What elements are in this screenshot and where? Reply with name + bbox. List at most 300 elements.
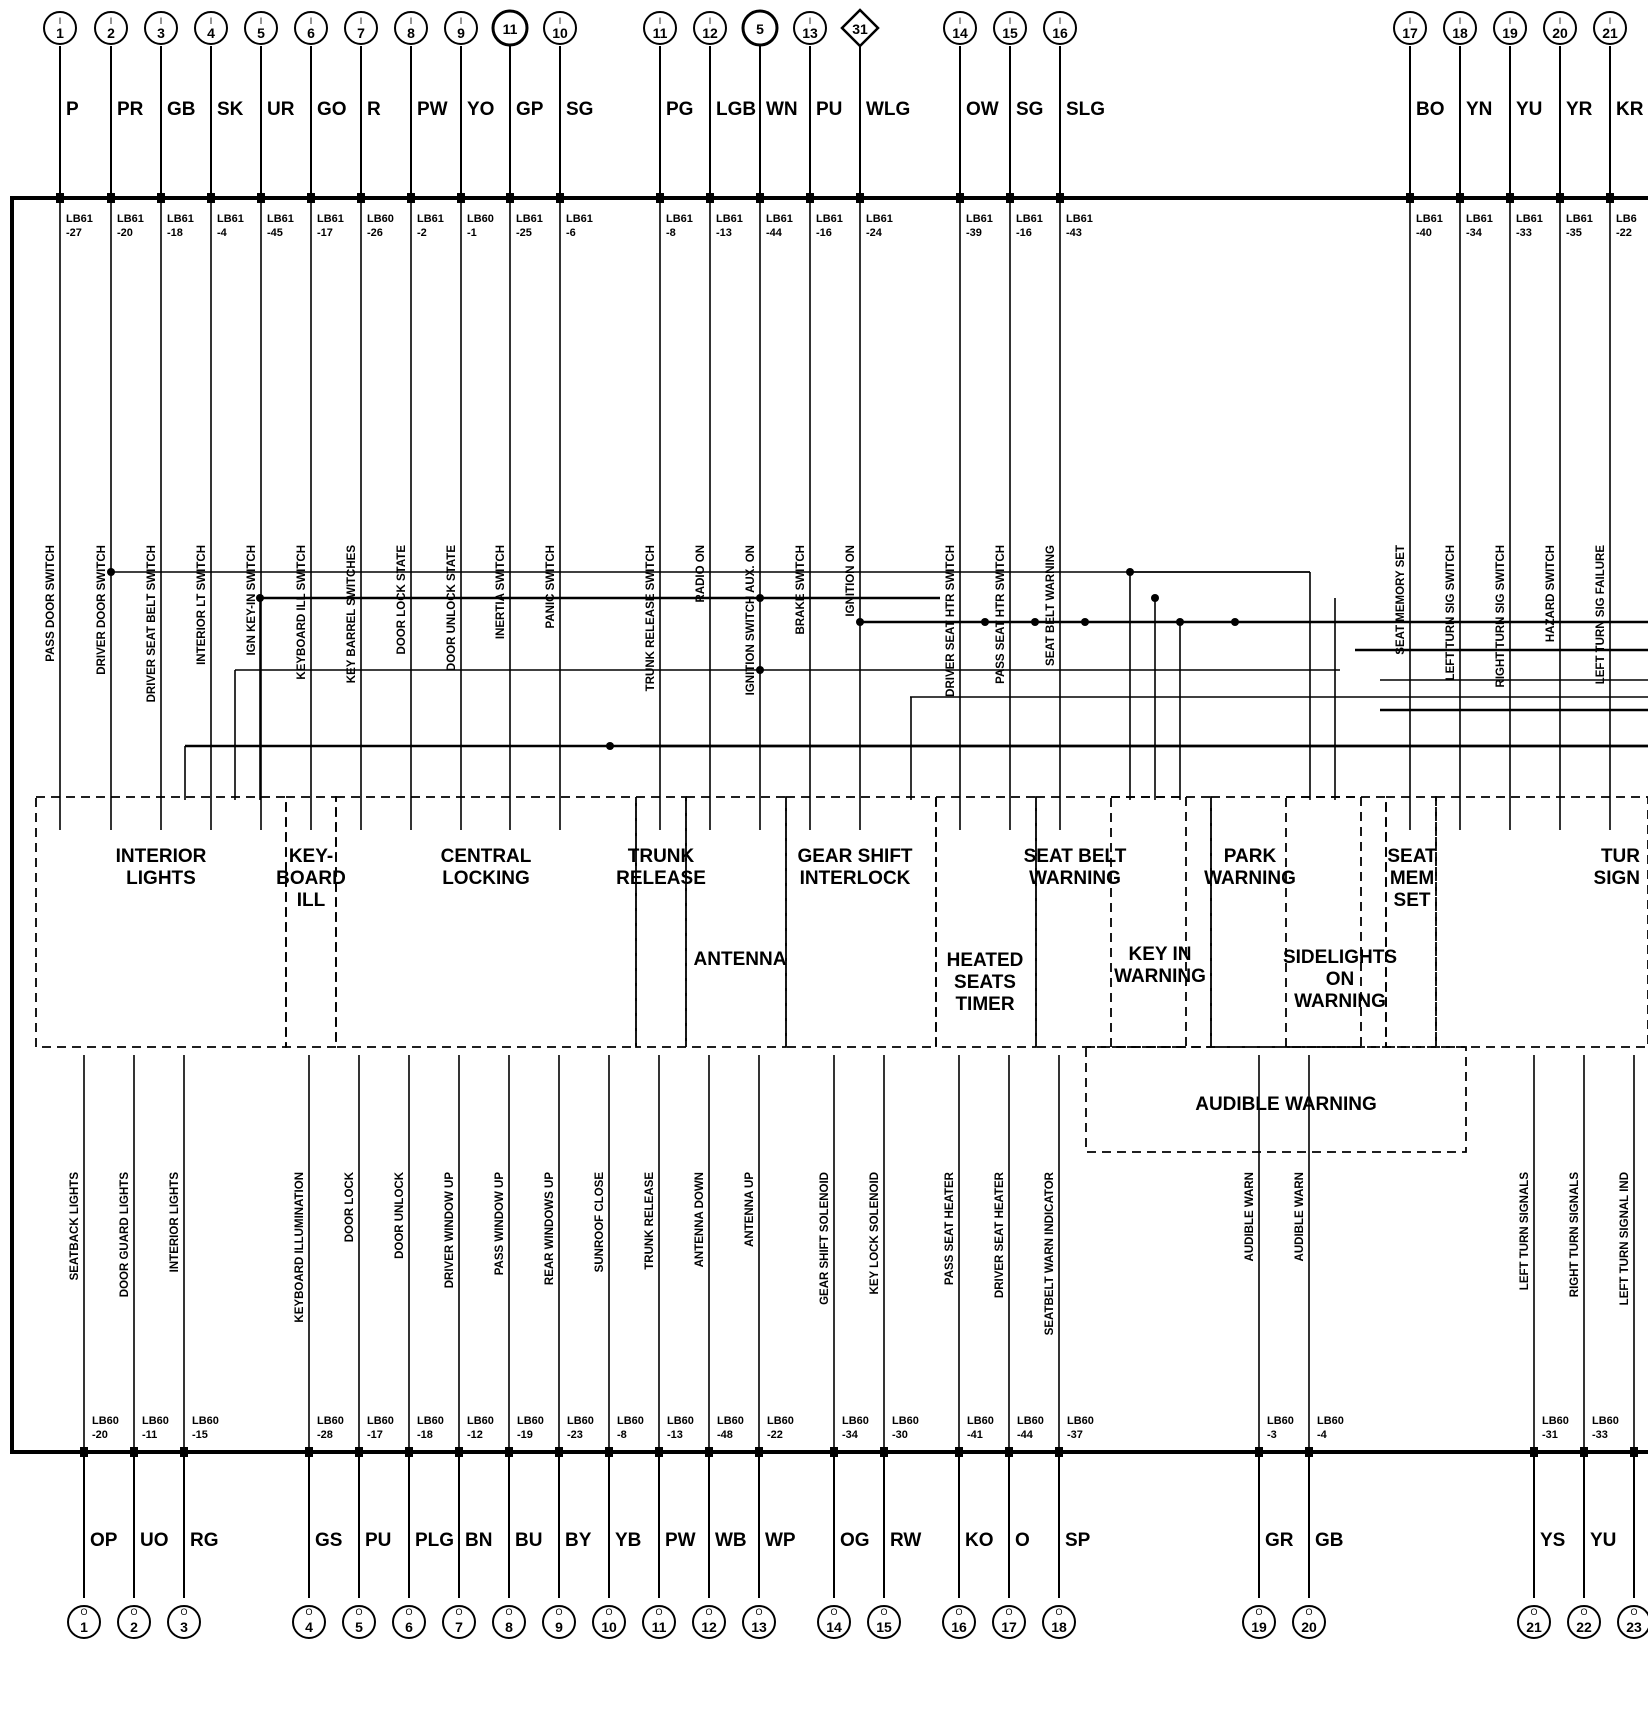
terminal-i-glyph: I [1508,16,1512,26]
module-border [1436,797,1648,1047]
pin-number: -18 [167,227,183,239]
pin-number: -13 [667,1429,683,1441]
pin-number: -16 [816,227,832,239]
signal-label: DOOR LOCK [344,1172,356,1243]
pin-connector: LB60 [1317,1415,1344,1427]
wire-color-code: WB [715,1530,747,1551]
module-seat-mem-set [1386,797,1437,1047]
pin-number: -1 [467,227,477,239]
pin-number: -20 [117,227,133,239]
terminal-number: 13 [802,25,818,41]
terminal-number: 18 [1452,25,1468,41]
pin-number: -31 [1542,1429,1558,1441]
input-channel [1544,12,1593,830]
splice-icon [1151,594,1159,602]
pin-connector: LB61 [167,213,194,225]
output-channel [118,1055,169,1638]
pin-number: -23 [567,1429,583,1441]
terminal-i-glyph: I [58,16,62,26]
wire-color-code: YR [1566,99,1593,120]
signal-label: PASS SEAT HTR SWITCH [995,545,1007,684]
module-border [286,797,336,1047]
function-modules [36,797,1648,1152]
module-heated-seats-timer [936,797,1036,1047]
output-channel [393,1055,454,1638]
signal-label: SEATBELT WARN INDICATOR [1044,1172,1056,1336]
output-channel [543,1055,594,1638]
terminal-number: 8 [505,1619,513,1635]
signal-label: BRAKE SWITCH [795,545,807,635]
pin-number: -34 [1466,227,1482,239]
terminal-number: 9 [555,1619,563,1635]
signal-label: TRUNK RELEASE SWITCH [645,545,657,692]
output-channel [693,1055,747,1638]
input-channel [644,12,693,830]
wire-color-code: BU [515,1530,543,1551]
pin-number: -6 [566,227,576,239]
signal-label: IGNITION ON [845,545,857,617]
pin-connector: LB61 [666,213,693,225]
terminal-number: 9 [457,25,465,41]
module-border [1386,797,1436,1047]
terminal-i-glyph: I [159,16,163,26]
terminal-number: 3 [180,1619,188,1635]
module-label: GEAR SHIFT [797,846,913,867]
pin-connector: LB61 [1566,213,1593,225]
terminal-number: 16 [951,1619,967,1635]
wire-color-code: YS [1540,1530,1566,1551]
pin-number: -43 [1066,227,1082,239]
module-label: TIMER [955,994,1015,1015]
terminal-i-glyph: I [1408,16,1412,26]
input-channel [794,12,843,830]
signal-label: KEY LOCK SOLENOID [869,1172,881,1295]
pin-connector: LB61 [1416,213,1443,225]
wire-color-code: GP [516,99,544,120]
terminal-o-glyph: O [1305,1607,1313,1617]
terminal-number: 7 [357,25,365,41]
pin-number: -33 [1516,227,1532,239]
terminal-number: 12 [702,25,718,41]
pin-number: -3 [1267,1429,1277,1441]
pin-number: -16 [1016,227,1032,239]
terminal-o-glyph: O [555,1607,563,1617]
pin-connector: LB60 [142,1415,169,1427]
module-antenna [686,797,787,1047]
terminal-o-glyph: O [955,1607,963,1617]
signal-label: AUDIBLE WARN [1294,1172,1306,1262]
signal-label: IGN KEY-IN SWITCH [246,545,258,656]
output-channel [593,1055,644,1638]
signal-label: RIGHT TURN SIGNALS [1569,1172,1581,1298]
wire-color-code: BO [1416,99,1445,120]
pin-connector: LB6 [1616,213,1637,225]
pin-number: -22 [1616,227,1632,239]
input-channel [493,11,544,830]
pin-number: -15 [192,1429,208,1441]
module-label: INTERIOR [115,846,207,867]
output-channel [818,1055,870,1638]
terminal-i-glyph: I [259,16,263,26]
splice-icon [1081,618,1089,626]
input-channel [1044,12,1105,830]
terminal-o-glyph: O [305,1607,313,1617]
terminal-o-glyph: O [355,1607,363,1617]
pin-number: -33 [1592,1429,1608,1441]
output-channel [1293,1055,1344,1638]
pin-number: -26 [367,227,383,239]
terminal-i-glyph: I [1458,16,1462,26]
wire-color-code: SP [1065,1530,1091,1551]
terminal-number: 23 [1626,1619,1642,1635]
module-label: TUR [1600,846,1640,867]
wire-color-code: SG [1016,99,1044,120]
pin-number: -44 [766,227,782,239]
terminal-number: 6 [307,25,315,41]
module-label: TRUNK [627,846,695,867]
output-channel [643,1055,696,1638]
pin-connector: LB61 [716,213,743,225]
pin-connector: LB61 [866,213,893,225]
wire-color-code: BN [465,1530,493,1551]
module-sidelights-on-warning [1283,797,1397,1047]
terminal-number: 31 [852,21,868,37]
input-channel [145,12,196,830]
pin-number: -48 [717,1429,733,1441]
wire-color-code: YU [1590,1530,1617,1551]
input-channel [95,12,144,830]
wire-color-code: O [1015,1530,1030,1551]
signal-label: SEAT MEMORY SET [1395,545,1407,655]
terminal-number: 10 [601,1619,617,1635]
terminal-o-glyph: O [1580,1607,1588,1617]
wire-color-code: R [367,99,381,120]
splice-icon [606,742,614,750]
splice-icon [1231,618,1239,626]
terminal-o-glyph: O [180,1607,188,1617]
terminal-number: 11 [502,21,518,37]
pin-number: -45 [267,227,283,239]
output-channel [743,1055,796,1638]
pin-connector: LB61 [66,213,93,225]
pin-connector: LB61 [766,213,793,225]
output-channel [1568,1055,1619,1638]
module-label: WARNING [1114,966,1206,987]
module-label: SIGN [1593,868,1640,889]
signal-label: ANTENNA DOWN [694,1172,706,1268]
terminal-i-glyph: I [958,16,962,26]
module-trunk-release [616,797,706,1047]
pin-number: -30 [892,1429,908,1441]
signal-label: SEAT BELT WARNING [1045,545,1057,666]
terminal-i-glyph: I [1008,16,1012,26]
module-central-locking [336,797,636,1047]
pin-connector: LB61 [317,213,344,225]
signal-label: DRIVER SEAT HEATER [994,1172,1006,1299]
terminal-number: 10 [552,25,568,41]
signal-label: INERTIA SWITCH [495,545,507,640]
wire-color-code: YO [467,99,495,120]
input-channel [994,12,1043,830]
wire-color-code: KO [965,1530,994,1551]
wire-color-code: BY [565,1530,592,1551]
pin-connector: LB60 [667,1415,694,1427]
input-channel [44,12,93,830]
wire-color-code: WLG [866,99,911,120]
pin-connector: LB60 [192,1415,219,1427]
splice-icon [1176,618,1184,626]
pin-number: -44 [1017,1429,1033,1441]
pin-connector: LB60 [367,213,394,225]
terminal-number: 19 [1502,25,1518,41]
terminal-i-glyph: I [109,16,113,26]
pin-number: -4 [1317,1429,1327,1441]
module-label: MEM [1389,868,1435,889]
module-label: BOARD [276,868,346,889]
pin-number: -39 [966,227,982,239]
pin-connector: LB61 [816,213,843,225]
pin-number: -40 [1416,227,1432,239]
wire-color-code: OP [90,1530,118,1551]
module-border [36,797,286,1047]
pin-number: -19 [517,1429,533,1441]
signal-label: PASS SEAT HEATER [944,1172,956,1286]
input-channel [1444,12,1493,830]
signal-label: DOOR UNLOCK [394,1172,406,1259]
signal-label: LEFT TURN SIGNAL IND [1619,1172,1631,1306]
module-audible-warning [1086,1047,1466,1152]
wire-color-code: PW [417,99,448,120]
module-label: LIGHTS [126,868,196,889]
terminal-number: 1 [56,25,64,41]
pin-number: -8 [666,227,676,239]
input-channel [395,12,448,830]
signal-label: KEYBOARD ILL SWITCH [296,545,308,680]
splice-icon [981,618,989,626]
module-label: KEY IN [1128,944,1192,965]
wire-color-code: YN [1466,99,1493,120]
terminal-number: 5 [355,1619,363,1635]
wire-color-code: SK [217,99,244,120]
input-channel [944,12,999,830]
terminal-number: 11 [652,25,668,41]
output-channel [1243,1055,1294,1638]
module-label: SEAT BELT [1023,846,1127,867]
terminal-number: 14 [952,25,968,41]
pin-number: -11 [142,1429,158,1441]
pin-connector: LB60 [1067,1415,1094,1427]
module-label: INTERLOCK [799,868,911,889]
splice-icon [1126,568,1134,576]
input-channel [195,12,244,830]
module-key-in-warning [1111,797,1211,1047]
signal-label: KEY BARREL SWITCHES [346,545,358,684]
wire-color-code: PG [666,99,694,120]
signal-label: IGNITION SWITCH AUX. ON [745,545,757,696]
output-channel [1518,1055,1569,1638]
module-label: WARNING [1204,868,1296,889]
input-channel [544,12,593,830]
wire-color-code: UO [140,1530,169,1551]
terminal-number: 18 [1051,1619,1067,1635]
terminal-number: 20 [1301,1619,1317,1635]
terminal-o-glyph: O [880,1607,888,1617]
terminal-number: 6 [405,1619,413,1635]
terminal-o-glyph: O [605,1607,613,1617]
wire-color-code: WP [765,1530,796,1551]
input-channel [842,10,910,830]
terminal-number: 2 [107,25,115,41]
pin-number: -41 [967,1429,983,1441]
pin-number: -18 [417,1429,433,1441]
module-label: ILL [296,890,326,911]
terminal-i-glyph: I [1608,16,1612,26]
terminal-number: 2 [130,1619,138,1635]
input-channel [1394,12,1445,830]
wire-color-code: PU [816,99,843,120]
wire-color-code: SG [566,99,594,120]
pin-connector: LB61 [516,213,543,225]
module-label: HEATED [946,950,1024,971]
signal-label: LEFT TURN SIGNALS [1519,1172,1531,1291]
terminal-i-glyph: I [1558,16,1562,26]
terminal-number: 15 [876,1619,892,1635]
module-label: KEY- [288,846,334,867]
terminal-o-glyph: O [405,1607,413,1617]
terminal-number: 4 [305,1619,313,1635]
input-channel [1494,12,1543,830]
wire-color-code: KR [1616,99,1644,120]
pin-connector: LB60 [517,1415,544,1427]
output-channel [168,1055,219,1638]
pin-connector: LB61 [1466,213,1493,225]
terminal-number: 5 [257,25,265,41]
signal-label: REAR WINDOWS UP [544,1172,556,1286]
wire-color-code: GO [317,99,347,120]
output-channel [1618,1055,1648,1638]
terminal-o-glyph: O [455,1607,463,1617]
terminal-number: 21 [1602,25,1618,41]
signal-label: DRIVER SEAT BELT SWITCH [146,545,158,703]
pin-connector: LB61 [1066,213,1093,225]
terminal-number: 11 [651,1619,667,1635]
terminal-i-glyph: I [359,16,363,26]
signal-label: DRIVER DOOR SWITCH [96,545,108,675]
pin-number: -24 [866,227,882,239]
pin-number: -17 [317,227,333,239]
terminal-o-glyph: O [1055,1607,1063,1617]
pin-connector: LB60 [317,1415,344,1427]
signal-label: DOOR GUARD LIGHTS [119,1172,131,1298]
module-label: SIDELIGHTS [1282,947,1398,968]
module-label: WARNING [1029,868,1121,889]
module-seat-belt-warning [1024,797,1186,1047]
module-border [786,797,936,1047]
terminal-number: 15 [1002,25,1018,41]
module-label: CENTRAL [440,846,532,867]
module-interior-lights [36,797,286,1047]
pin-connector: LB61 [1016,213,1043,225]
pin-number: -34 [842,1429,858,1441]
terminal-number: 21 [1526,1619,1542,1635]
signal-label: KEYBOARD ILLUMINATION [294,1172,306,1323]
module-border [636,797,686,1047]
pin-connector: LB61 [267,213,294,225]
input-channel [345,12,394,830]
pin-connector: LB60 [1017,1415,1044,1427]
terminal-o-glyph: O [1005,1607,1013,1617]
wire-color-code: P [66,99,79,120]
terminal-o-glyph: O [655,1607,663,1617]
pin-connector: LB60 [417,1415,444,1427]
wire-color-code: YB [615,1530,642,1551]
terminal-i-glyph: I [658,16,662,26]
module-label: LOCKING [442,868,530,889]
output-channel [293,1055,344,1638]
input-channel [295,12,347,830]
pin-number: -22 [767,1429,783,1441]
terminal-o-glyph: O [705,1607,713,1617]
pin-number: -37 [1067,1429,1083,1441]
wire-color-code: GR [1265,1530,1294,1551]
terminal-number: 12 [701,1619,717,1635]
terminal-i-glyph: I [409,16,413,26]
pin-connector: LB60 [892,1415,919,1427]
terminal-i-glyph: I [558,16,562,26]
module-label: WARNING [1294,991,1386,1012]
terminal-i-glyph: I [309,16,313,26]
signal-label: INTERIOR LT SWITCH [196,545,208,665]
module-label: AUDIBLE WARNING [1195,1094,1377,1115]
pin-connector: LB60 [467,1415,494,1427]
terminal-o-glyph: O [1530,1607,1538,1617]
module-gear-shift-interlock [786,797,936,1047]
wire-color-code: PU [365,1530,392,1551]
signal-label: LEFT TURN SIG FAILURE [1595,545,1607,685]
terminal-number: 4 [207,25,215,41]
pin-connector: LB61 [217,213,244,225]
wire-color-code: UR [267,99,295,120]
pin-number: -12 [467,1429,483,1441]
terminal-i-glyph: I [808,16,812,26]
module-label: SEAT [1387,846,1437,867]
wire-color-code: LGB [716,99,757,120]
pin-connector: LB60 [567,1415,594,1427]
pin-connector: LB60 [367,1415,394,1427]
signal-label: SUNROOF CLOSE [594,1172,606,1273]
signal-label: DRIVER WINDOW UP [444,1172,456,1289]
terminal-i-glyph: I [209,16,213,26]
pin-connector: LB60 [467,213,494,225]
pin-connector: LB61 [417,213,444,225]
pin-connector: LB60 [1592,1415,1619,1427]
module-label: SEATS [954,972,1016,993]
terminal-number: 17 [1001,1619,1017,1635]
wire-color-code: SLG [1066,99,1106,120]
signal-label: DRIVER SEAT HTR SWITCH [945,545,957,697]
signal-label: HAZARD SWITCH [1545,545,1557,643]
terminal-number: 3 [157,25,165,41]
terminal-o-glyph: O [80,1607,88,1617]
wire-color-code: OG [840,1530,870,1551]
signal-label: PASS DOOR SWITCH [45,545,57,662]
input-channel [245,12,295,830]
pin-number: -25 [516,227,532,239]
pin-connector: LB60 [92,1415,119,1427]
signal-label: DOOR UNLOCK STATE [446,545,458,672]
terminal-number: 8 [407,25,415,41]
wire-color-code: WN [766,99,798,120]
